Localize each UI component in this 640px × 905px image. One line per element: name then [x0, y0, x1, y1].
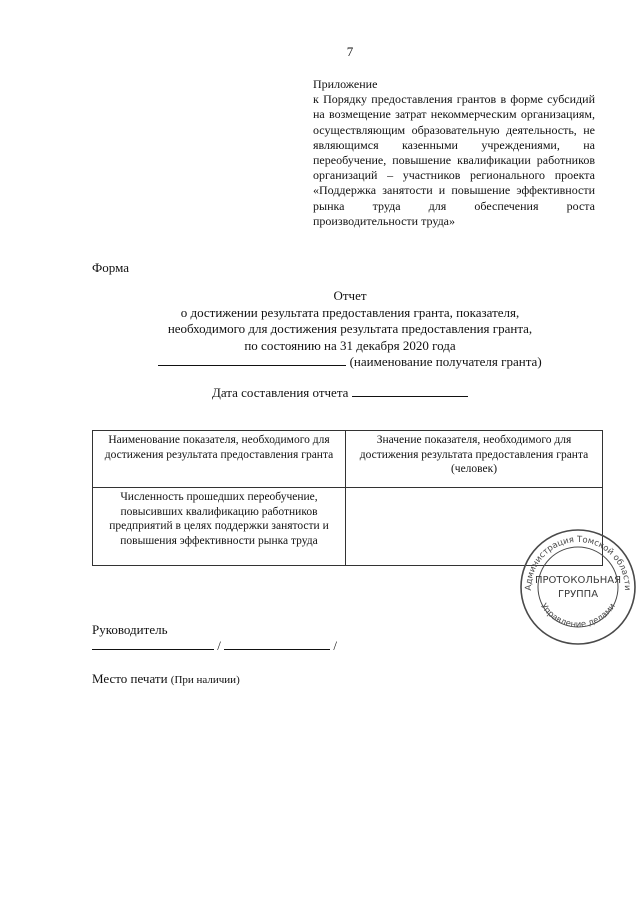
- table-header-cell: Значение показателя, необходимого для достижения результата предоставления гранта (человек): [346, 431, 603, 488]
- recipient-blank[interactable]: [158, 354, 346, 366]
- table-cell: Численность прошедших переобучение, повысивших квалификацию работников предприятий в целях поддержки занятости и повышения эффективности рынка труда: [93, 488, 346, 566]
- stamp-ring-text-top: Администрация Томской области: [523, 534, 633, 591]
- date-blank[interactable]: [352, 385, 468, 397]
- table-header-cell: Наименование показателя, необходимого для достижения результата предоставления гранта: [93, 431, 346, 488]
- form-label: Форма: [92, 260, 129, 275]
- signature-line: [92, 638, 337, 654]
- report-date-line: [212, 385, 468, 401]
- report-heading: [100, 288, 600, 371]
- name-blank[interactable]: [224, 638, 330, 650]
- report-subtitle-line-2: необходимого для достижения результата предоставления гранта,: [167, 321, 533, 336]
- stamp-place-note: (При наличии): [170, 674, 240, 686]
- stamp-center-line-2: ГРУППА: [557, 589, 599, 600]
- stamp-ring-text-bottom: Управление делами: [538, 601, 618, 631]
- signature-separator: /: [333, 638, 337, 653]
- appendix-text: к Порядку предоставления грантов в форме субсидий на возмещение затрат некоммерческим организациям, осуществляющим образовательную деятельность, не являющимся казенными учреждениями, на переобучение, повышение квалификации работников организаций – участников регионального проекта «Поддержка занятости и повышение эффективности рынка труда для обеспечения роста производительности труда»: [313, 92, 595, 228]
- stamp-place-label: Место печати: [92, 671, 168, 686]
- report-subtitle-line-1: о достижении результата предоставления гранта, показателя,: [180, 304, 520, 320]
- table-header-row: [93, 431, 603, 488]
- report-title: Отчет: [333, 288, 367, 303]
- appendix-block: [313, 77, 595, 229]
- head-label: Руководитель: [92, 622, 168, 637]
- appendix-title: Приложение: [313, 77, 378, 91]
- stamp-place-line: [92, 671, 240, 687]
- signature-separator: /: [217, 638, 221, 653]
- page-number: 7: [346, 44, 354, 59]
- signature-blank[interactable]: [92, 638, 214, 650]
- date-label: Дата составления отчета: [212, 385, 349, 400]
- official-stamp: [517, 527, 639, 645]
- report-subtitle-line-3: по состоянию на 31 декабря 2020 года: [244, 337, 456, 353]
- stamp-center-line-1: ПРОТОКОЛЬНАЯ: [534, 575, 622, 586]
- recipient-label: (наименование получателя гранта): [349, 354, 542, 369]
- recipient-line: [100, 354, 600, 371]
